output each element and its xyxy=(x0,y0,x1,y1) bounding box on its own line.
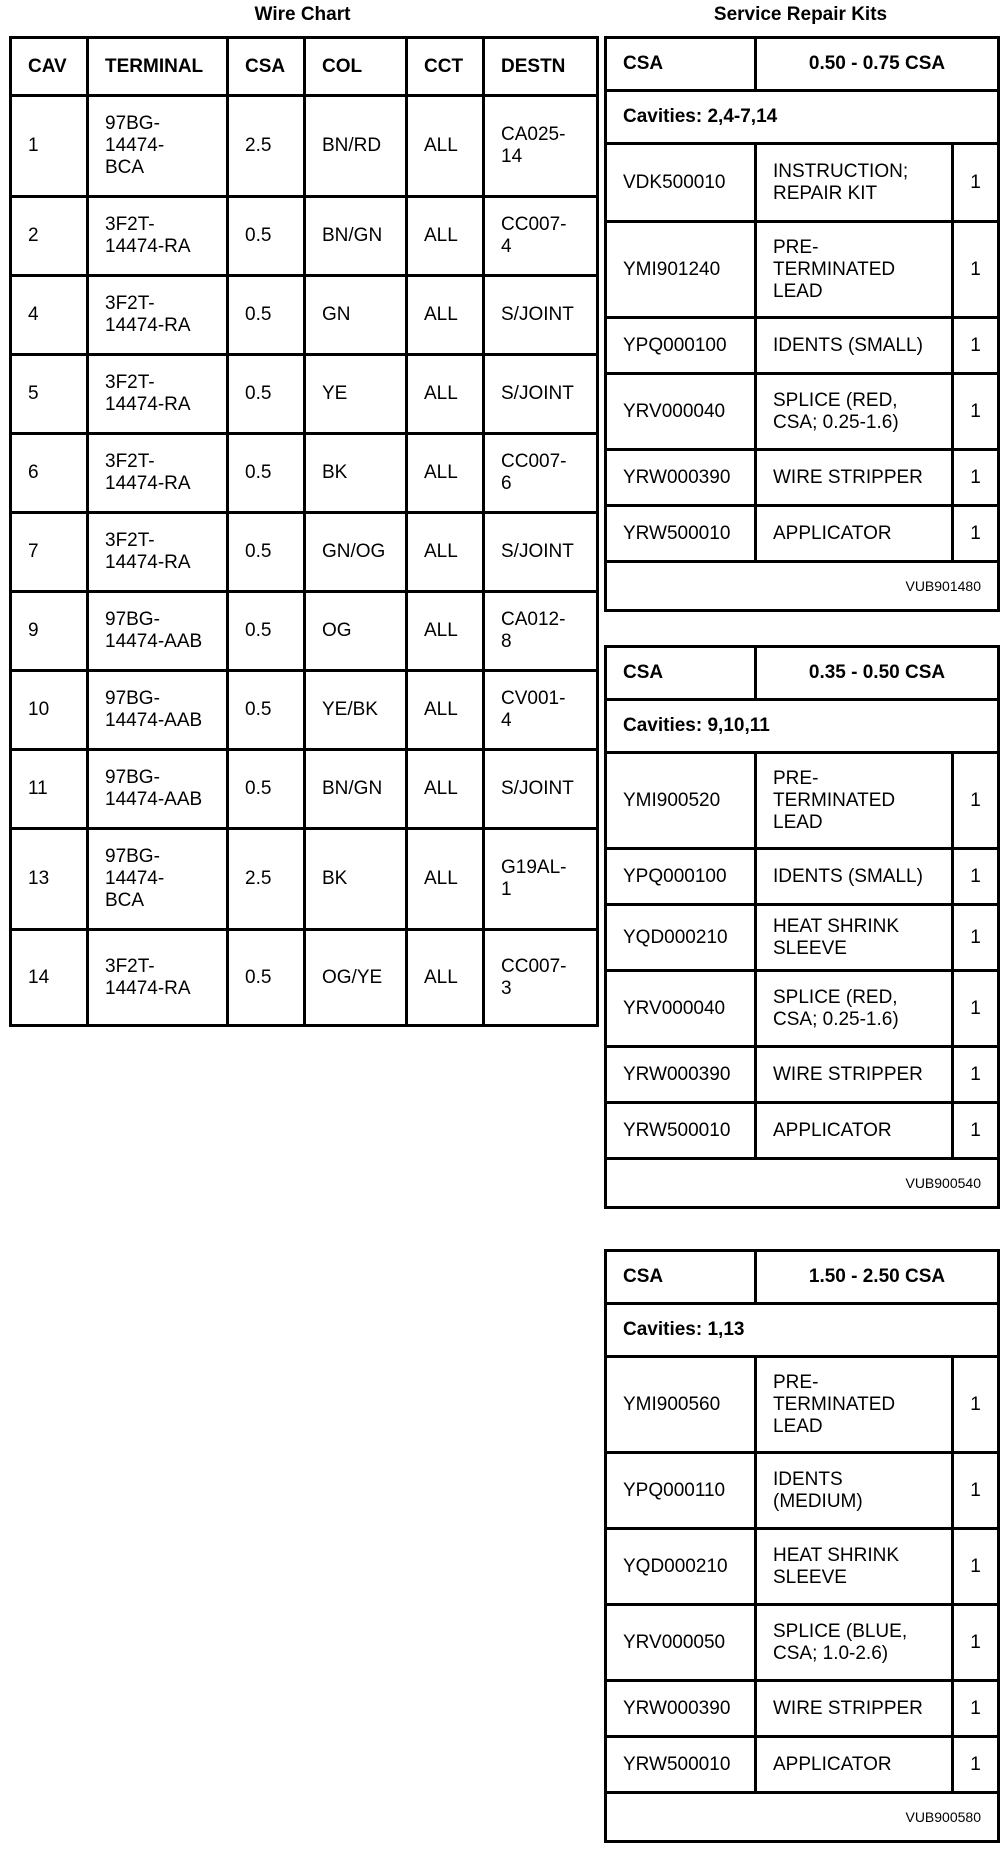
kit-item-description xyxy=(756,1357,953,1453)
wire-col-cell xyxy=(305,434,407,513)
wire-destn-cell xyxy=(484,276,598,355)
kit-cavities: Cavities: 1,13 xyxy=(606,1304,999,1357)
kit-item-quantity: 1 xyxy=(953,506,999,562)
kit-item-row xyxy=(606,1103,999,1159)
kit-item-description-text: IDENTS (MEDIUM) xyxy=(773,1468,863,1512)
wire-cav-text: 13 xyxy=(28,868,50,889)
wire-terminal-text: 97BG- 14474- BCA xyxy=(105,846,165,911)
kit-item-description xyxy=(756,1529,953,1605)
wire-csa-cell xyxy=(228,829,305,930)
kit-part-number: YRV000050 xyxy=(606,1605,756,1681)
table-row xyxy=(11,592,598,671)
wire-col-cell xyxy=(305,96,407,197)
kit-cavities: Cavities: 2,4-7,14 xyxy=(606,91,999,144)
wire-cav-cell xyxy=(11,750,88,829)
wire-cct-text: ALL xyxy=(424,620,458,641)
kit-item-quantity: 1 xyxy=(953,1047,999,1103)
wire-cav-cell xyxy=(11,671,88,750)
wire-terminal-text: 3F2T- 14474-RA xyxy=(105,451,191,494)
kit-part-number: YRW000390 xyxy=(606,450,756,506)
wire-terminal-cell xyxy=(88,513,228,592)
kit-part-number: YMI901240 xyxy=(606,222,756,318)
wire-cav-text: 9 xyxy=(28,620,39,641)
wire-cct-cell xyxy=(407,592,484,671)
kit-reference-code: VUB900580 xyxy=(606,1793,999,1842)
wire-cct-text: ALL xyxy=(424,383,458,404)
wire-terminal-cell xyxy=(88,671,228,750)
wire-cct-cell xyxy=(407,355,484,434)
kit-item-row xyxy=(606,849,999,905)
repair-kit-table xyxy=(604,645,1000,1209)
header-col: COL xyxy=(305,38,407,96)
kit-csa-range: 0.35 - 0.50 CSA xyxy=(756,647,999,700)
kit-part-number: YRV000040 xyxy=(606,374,756,450)
kit-item-description-text: WIRE STRIPPER xyxy=(773,1063,923,1085)
wire-cct-cell xyxy=(407,434,484,513)
kit-item-description-text: APPLICATOR xyxy=(773,1753,892,1775)
wire-destn-cell xyxy=(484,671,598,750)
kit-item-description xyxy=(756,144,953,222)
kit-item-description-text: HEAT SHRINK SLEEVE xyxy=(773,915,899,959)
wire-destn-text: S/JOINT xyxy=(501,778,574,799)
wire-csa-text: 0.5 xyxy=(245,383,272,404)
kit-item-description xyxy=(756,1103,953,1159)
wire-cav-text: 7 xyxy=(28,541,39,562)
kit-item-row xyxy=(606,1453,999,1529)
wire-col-cell xyxy=(305,671,407,750)
kit-item-quantity: 1 xyxy=(953,1737,999,1793)
wire-cav-cell xyxy=(11,96,88,197)
kit-item-quantity: 1 xyxy=(953,1453,999,1529)
wire-cct-text: ALL xyxy=(424,868,458,889)
kit-item-quantity: 1 xyxy=(953,1605,999,1681)
wire-col-cell xyxy=(305,930,407,1026)
kit-part-number: YMI900520 xyxy=(606,753,756,849)
wire-col-text: BK xyxy=(322,462,348,483)
wire-terminal-cell xyxy=(88,276,228,355)
wire-cct-text: ALL xyxy=(424,541,458,562)
kit-csa-label: CSA xyxy=(606,38,756,91)
kit-cavities-row xyxy=(606,700,999,753)
kit-item-description xyxy=(756,1047,953,1103)
kit-item-description xyxy=(756,753,953,849)
wire-terminal-cell xyxy=(88,829,228,930)
wire-cct-text: ALL xyxy=(424,462,458,483)
table-row xyxy=(11,276,598,355)
kit-part-number: YQD000210 xyxy=(606,1529,756,1605)
table-row xyxy=(11,96,598,197)
wire-csa-text: 0.5 xyxy=(245,699,272,720)
kit-item-description-text: SPLICE (BLUE, CSA; 1.0-2.6) xyxy=(773,1620,908,1664)
wire-cct-text: ALL xyxy=(424,135,458,156)
kit-header-row xyxy=(606,1251,999,1304)
kit-item-description-text: WIRE STRIPPER xyxy=(773,1697,923,1719)
wire-terminal-cell xyxy=(88,930,228,1026)
wire-cav-text: 14 xyxy=(28,966,50,988)
wire-cct-text: ALL xyxy=(424,304,458,325)
wire-chart-table xyxy=(9,36,599,1027)
kit-item-description xyxy=(756,1605,953,1681)
wire-destn-text: CA012- 8 xyxy=(501,609,566,652)
wire-csa-text: 0.5 xyxy=(245,462,272,483)
wire-destn-text: G19AL- 1 xyxy=(501,857,567,900)
kit-part-number: YRW000390 xyxy=(606,1681,756,1737)
kit-reference-row xyxy=(606,562,999,611)
wire-csa-text: 0.5 xyxy=(245,225,272,246)
kit-item-description xyxy=(756,506,953,562)
wire-destn-text: S/JOINT xyxy=(501,541,574,562)
wire-col-cell xyxy=(305,197,407,276)
kit-item-description-text: INSTRUCTION; REPAIR KIT xyxy=(773,160,909,204)
wire-col-text: BN/GN xyxy=(322,225,383,246)
wire-cct-text: ALL xyxy=(424,225,458,246)
wire-cct-cell xyxy=(407,197,484,276)
wire-terminal-cell xyxy=(88,592,228,671)
wire-col-cell xyxy=(305,355,407,434)
table-row xyxy=(11,930,598,1026)
kit-item-quantity: 1 xyxy=(953,971,999,1047)
kit-item-quantity: 1 xyxy=(953,1529,999,1605)
kit-item-description xyxy=(756,905,953,971)
header-cav: CAV xyxy=(11,38,88,96)
kit-item-description-text: WIRE STRIPPER xyxy=(773,466,923,488)
table-row xyxy=(11,434,598,513)
wire-col-text: OG xyxy=(322,620,352,641)
wire-destn-cell xyxy=(484,750,598,829)
wire-destn-cell xyxy=(484,96,598,197)
wire-terminal-text: 97BG- 14474-AAB xyxy=(105,688,203,731)
wire-cct-cell xyxy=(407,750,484,829)
kit-item-description-text: PRE- TERMINATED LEAD xyxy=(773,767,896,833)
kit-header-row xyxy=(606,38,999,91)
wire-terminal-text: 3F2T- 14474-RA xyxy=(105,214,191,257)
wire-cav-cell xyxy=(11,592,88,671)
kit-item-quantity: 1 xyxy=(953,222,999,318)
kit-item-row xyxy=(606,1357,999,1453)
wire-col-text: YE xyxy=(322,383,348,404)
header-csa: CSA xyxy=(228,38,305,96)
table-row xyxy=(11,829,598,930)
repair-kit-table xyxy=(604,36,1000,612)
wire-csa-text: 2.5 xyxy=(245,135,272,156)
kit-item-row xyxy=(606,905,999,971)
wire-col-cell xyxy=(305,276,407,355)
wire-cct-cell xyxy=(407,930,484,1026)
wire-csa-text: 0.5 xyxy=(245,966,272,988)
wire-terminal-cell xyxy=(88,96,228,197)
wire-terminal-text: 97BG- 14474-AAB xyxy=(105,767,203,810)
kit-item-quantity: 1 xyxy=(953,374,999,450)
kit-part-number: YQD000210 xyxy=(606,905,756,971)
kit-part-number: YRW500010 xyxy=(606,1737,756,1793)
wire-col-cell xyxy=(305,829,407,930)
wire-destn-text: CC007- 4 xyxy=(501,214,567,257)
kit-item-quantity: 1 xyxy=(953,450,999,506)
wire-cav-text: 2 xyxy=(28,225,39,246)
kit-item-quantity: 1 xyxy=(953,753,999,849)
wire-csa-text: 0.5 xyxy=(245,620,272,641)
wire-destn-text: CA025- 14 xyxy=(501,124,566,167)
kit-part-number: YPQ000100 xyxy=(606,849,756,905)
kit-item-description xyxy=(756,1681,953,1737)
wire-col-text: GN/OG xyxy=(322,541,386,562)
kit-item-description-text: PRE- TERMINATED LEAD xyxy=(773,1371,896,1437)
kit-item-row xyxy=(606,1047,999,1103)
wire-cav-text: 6 xyxy=(28,462,39,483)
wire-cct-cell xyxy=(407,513,484,592)
wire-csa-cell xyxy=(228,592,305,671)
wire-terminal-cell xyxy=(88,750,228,829)
kit-item-quantity: 1 xyxy=(953,1681,999,1737)
wire-terminal-cell xyxy=(88,434,228,513)
kit-item-description-text: IDENTS (SMALL) xyxy=(773,865,923,887)
wire-csa-text: 0.5 xyxy=(245,778,272,799)
wire-terminal-text: 3F2T- 14474-RA xyxy=(105,955,191,999)
kit-part-number: YRW500010 xyxy=(606,506,756,562)
kit-header-row xyxy=(606,647,999,700)
kit-item-quantity: 1 xyxy=(953,144,999,222)
table-row xyxy=(11,750,598,829)
wire-cav-text: 5 xyxy=(28,383,39,404)
wire-terminal-text: 97BG- 14474-AAB xyxy=(105,609,203,652)
wire-col-text: BK xyxy=(322,868,348,889)
wire-col-text: BN/RD xyxy=(322,135,382,156)
kit-part-number: YRV000040 xyxy=(606,971,756,1047)
kit-reference-row xyxy=(606,1159,999,1208)
kit-part-number: YRW000390 xyxy=(606,1047,756,1103)
wire-cct-cell xyxy=(407,96,484,197)
kit-item-description-text: APPLICATOR xyxy=(773,522,892,544)
header-cct: CCT xyxy=(407,38,484,96)
kit-item-description xyxy=(756,450,953,506)
wire-cct-text: ALL xyxy=(424,778,458,799)
wire-cav-cell xyxy=(11,276,88,355)
wire-csa-cell xyxy=(228,96,305,197)
kit-item-description xyxy=(756,222,953,318)
kit-item-row xyxy=(606,144,999,222)
wire-col-text: OG/YE xyxy=(322,966,383,988)
table-row xyxy=(11,671,598,750)
kit-part-number: YRW500010 xyxy=(606,1103,756,1159)
wire-terminal-text: 97BG- 14474- BCA xyxy=(105,113,165,178)
kit-item-row xyxy=(606,222,999,318)
kit-part-number: YMI900560 xyxy=(606,1357,756,1453)
kit-item-row xyxy=(606,1529,999,1605)
kit-csa-range: 1.50 - 2.50 CSA xyxy=(756,1251,999,1304)
wire-cav-text: 1 xyxy=(28,135,39,156)
kit-item-row xyxy=(606,374,999,450)
kit-csa-label: CSA xyxy=(606,1251,756,1304)
kit-item-quantity: 1 xyxy=(953,905,999,971)
header-terminal: TERMINAL xyxy=(88,38,228,96)
kit-cavities-row xyxy=(606,91,999,144)
kit-cavities: Cavities: 9,10,11 xyxy=(606,700,999,753)
wire-col-text: YE/BK xyxy=(322,699,378,720)
kit-item-description xyxy=(756,1737,953,1793)
wire-col-cell xyxy=(305,592,407,671)
wire-destn-text: S/JOINT xyxy=(501,383,574,404)
kit-item-quantity: 1 xyxy=(953,1357,999,1453)
wire-cct-cell xyxy=(407,671,484,750)
wire-destn-text: CV001- 4 xyxy=(501,688,566,731)
wire-chart-title: Wire Chart xyxy=(254,4,351,25)
wire-csa-text: 0.5 xyxy=(245,304,272,325)
kit-item-description xyxy=(756,374,953,450)
wire-csa-cell xyxy=(228,276,305,355)
kit-item-description-text: IDENTS (SMALL) xyxy=(773,334,923,356)
kit-item-description xyxy=(756,971,953,1047)
wire-cav-cell xyxy=(11,829,88,930)
wire-csa-cell xyxy=(228,750,305,829)
kit-reference-code: VUB900540 xyxy=(606,1159,999,1208)
wire-terminal-text: 3F2T- 14474-RA xyxy=(105,293,191,336)
wire-csa-cell xyxy=(228,434,305,513)
wire-terminal-text: 3F2T- 14474-RA xyxy=(105,530,191,573)
wire-destn-cell xyxy=(484,829,598,930)
kit-item-description xyxy=(756,318,953,374)
kit-item-row xyxy=(606,450,999,506)
kit-reference-code: VUB901480 xyxy=(606,562,999,611)
kit-item-row xyxy=(606,971,999,1047)
kit-part-number: YPQ000110 xyxy=(606,1453,756,1529)
kit-item-row xyxy=(606,1737,999,1793)
kit-item-description-text: SPLICE (RED, CSA; 0.25-1.6) xyxy=(773,389,899,433)
wire-destn-cell xyxy=(484,434,598,513)
wire-csa-text: 2.5 xyxy=(245,868,272,889)
wire-cct-cell xyxy=(407,276,484,355)
table-row xyxy=(11,197,598,276)
header-destn: DESTN xyxy=(484,38,598,96)
kit-item-quantity: 1 xyxy=(953,318,999,374)
kit-item-description xyxy=(756,1453,953,1529)
wire-destn-cell xyxy=(484,592,598,671)
wire-cct-cell xyxy=(407,829,484,930)
kit-cavities-row xyxy=(606,1304,999,1357)
table-row xyxy=(11,513,598,592)
wire-cct-text: ALL xyxy=(424,966,458,988)
kit-item-description xyxy=(756,849,953,905)
kit-part-number: YPQ000100 xyxy=(606,318,756,374)
table-row xyxy=(11,355,598,434)
wire-terminal-cell xyxy=(88,197,228,276)
kit-item-description-text: APPLICATOR xyxy=(773,1119,892,1141)
kit-item-row xyxy=(606,1681,999,1737)
wire-cav-text: 10 xyxy=(28,699,50,720)
wire-csa-text: 0.5 xyxy=(245,541,272,562)
wire-destn-cell xyxy=(484,930,598,1026)
wire-destn-cell xyxy=(484,355,598,434)
wire-col-text: GN xyxy=(322,304,351,325)
wire-destn-text: CC007- 3 xyxy=(501,955,567,999)
kit-csa-range: 0.50 - 0.75 CSA xyxy=(756,38,999,91)
kit-item-description-text: SPLICE (RED, CSA; 0.25-1.6) xyxy=(773,986,899,1030)
kit-item-row xyxy=(606,506,999,562)
kit-item-description-text: PRE- TERMINATED LEAD xyxy=(773,236,896,302)
kit-item-row xyxy=(606,318,999,374)
wire-csa-cell xyxy=(228,355,305,434)
wire-col-text: BN/GN xyxy=(322,778,383,799)
wire-csa-cell xyxy=(228,671,305,750)
wire-destn-cell xyxy=(484,513,598,592)
kit-item-quantity: 1 xyxy=(953,849,999,905)
kit-item-row xyxy=(606,1605,999,1681)
kit-reference-row xyxy=(606,1793,999,1842)
kit-item-quantity: 1 xyxy=(953,1103,999,1159)
wire-cav-text: 4 xyxy=(28,304,39,325)
wire-destn-cell xyxy=(484,197,598,276)
kit-item-description-text: HEAT SHRINK SLEEVE xyxy=(773,1544,899,1588)
wire-csa-cell xyxy=(228,930,305,1026)
wire-destn-text: CC007- 6 xyxy=(501,451,567,494)
kit-part-number: VDK500010 xyxy=(606,144,756,222)
repair-kits-title: Service Repair Kits xyxy=(713,4,888,25)
wire-csa-cell xyxy=(228,513,305,592)
wire-terminal-text: 3F2T- 14474-RA xyxy=(105,372,191,415)
wire-cav-cell xyxy=(11,513,88,592)
wire-destn-text: S/JOINT xyxy=(501,304,574,325)
wire-cav-text: 11 xyxy=(28,778,48,799)
kit-csa-label: CSA xyxy=(606,647,756,700)
wire-cav-cell xyxy=(11,197,88,276)
wire-col-cell xyxy=(305,513,407,592)
repair-kit-table xyxy=(604,1249,1000,1843)
wire-cct-text: ALL xyxy=(424,699,458,720)
wire-cav-cell xyxy=(11,355,88,434)
kit-item-row xyxy=(606,753,999,849)
wire-chart-header-row xyxy=(11,38,598,96)
wire-cav-cell xyxy=(11,434,88,513)
wire-csa-cell xyxy=(228,197,305,276)
wire-col-cell xyxy=(305,750,407,829)
wire-cav-cell xyxy=(11,930,88,1026)
wire-terminal-cell xyxy=(88,355,228,434)
